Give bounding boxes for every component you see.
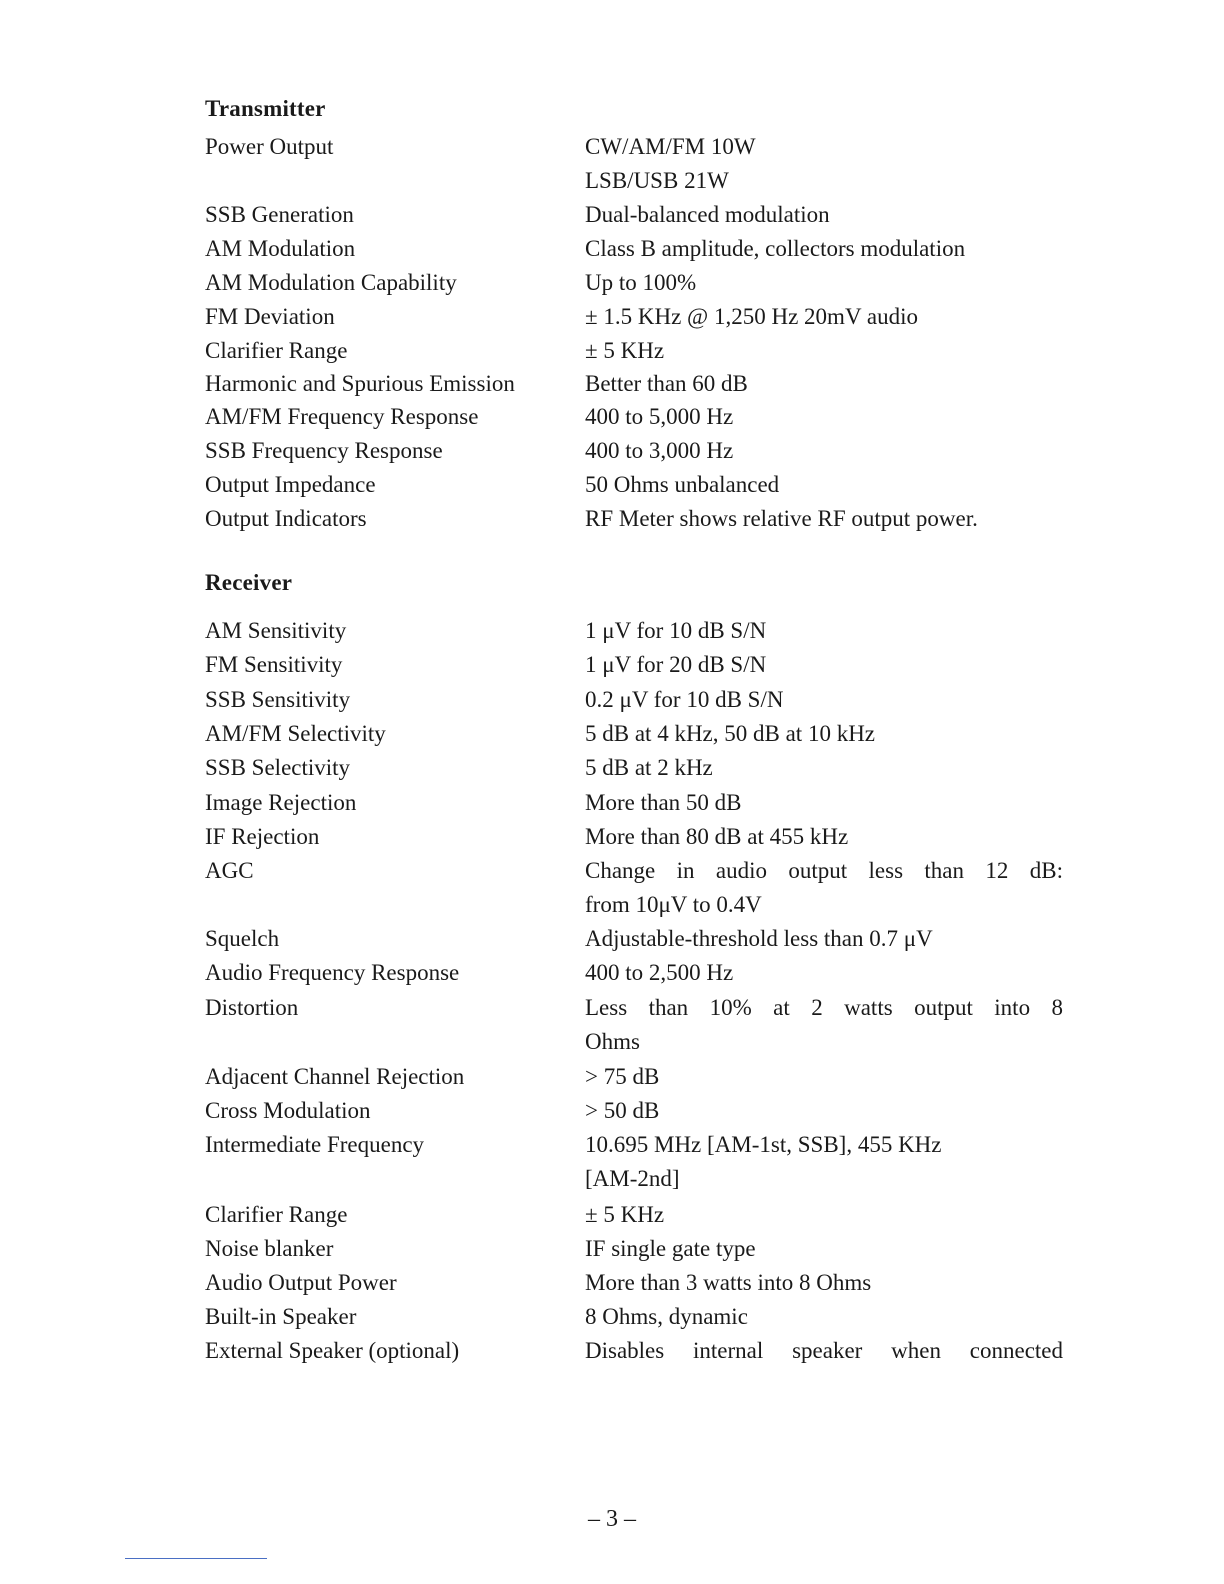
spec-value	[585, 502, 1063, 536]
footer-rule	[125, 1558, 267, 1559]
spec-value	[585, 300, 1063, 334]
spec-value	[585, 1266, 1063, 1300]
spec-value	[585, 367, 1063, 401]
spec-value	[585, 334, 1063, 368]
spec-label: Built-in Speaker	[205, 1304, 357, 1329]
spec-value-line: LSB/USB 21W	[585, 168, 729, 193]
spec-value-line: Class B amplitude, collectors modulation	[585, 236, 966, 261]
spec-value-line: Less than 10% at 2 watts output into 8	[585, 995, 1063, 1020]
spec-value-line: [AM-2nd]	[585, 1166, 680, 1191]
spec-label: Output Impedance	[205, 472, 376, 497]
spec-label: Audio Output Power	[205, 1270, 397, 1295]
spec-value	[585, 1094, 1063, 1128]
spec-label: SSB Sensitivity	[205, 687, 351, 712]
spec-value	[585, 198, 1063, 232]
spec-label: Squelch	[205, 926, 280, 951]
spec-value-line: CW/AM/FM 10W	[585, 134, 756, 159]
spec-label: Image Rejection	[205, 790, 357, 815]
spec-label: IF Rejection	[205, 824, 320, 849]
spec-value	[585, 468, 1063, 502]
spec-value	[585, 683, 1063, 717]
spec-label: AM Modulation Capability	[205, 270, 457, 295]
spec-value-line: ± 1.5 KHz @ 1,250 Hz 20mV audio	[585, 304, 918, 329]
page-number: – 3 –	[588, 1506, 636, 1532]
spec-value-line: 400 to 3,000 Hz	[585, 438, 734, 463]
spec-value-line: Dual-balanced modulation	[585, 202, 830, 227]
spec-value	[585, 1128, 1063, 1196]
spec-value-line: from 10μV to 0.4V	[585, 892, 762, 917]
spec-value-line: More than 50 dB	[585, 790, 742, 815]
spec-value	[585, 614, 1063, 648]
spec-value-line: More than 80 dB at 455 kHz	[585, 824, 849, 849]
spec-value	[585, 956, 1063, 990]
spec-label: External Speaker (optional)	[205, 1338, 460, 1363]
spec-label: Output Indicators	[205, 506, 367, 531]
spec-label: Intermediate Frequency	[205, 1132, 425, 1157]
spec-value	[585, 922, 1063, 956]
spec-value-line: Up to 100%	[585, 270, 697, 295]
spec-value	[585, 717, 1063, 751]
spec-value-line: > 75 dB	[585, 1064, 660, 1089]
spec-value-line: > 50 dB	[585, 1098, 660, 1123]
spec-value	[585, 648, 1063, 682]
spec-value	[585, 786, 1063, 820]
spec-value-line: Adjustable-threshold less than 0.7 μV	[585, 926, 933, 951]
spec-label: Noise blanker	[205, 1236, 334, 1261]
spec-value-line: IF single gate type	[585, 1236, 756, 1261]
spec-value-line: 1 μV for 10 dB S/N	[585, 618, 767, 643]
spec-value	[585, 400, 1063, 434]
spec-value	[585, 1060, 1063, 1094]
spec-value	[585, 1198, 1063, 1232]
receiver-heading: Receiver	[205, 570, 293, 595]
spec-value-line: 400 to 5,000 Hz	[585, 404, 734, 429]
spec-value-line: ± 5 KHz	[585, 338, 665, 363]
spec-value	[585, 130, 1063, 198]
spec-label: FM Deviation	[205, 304, 335, 329]
spec-label: SSB Selectivity	[205, 755, 351, 780]
spec-value-line: 400 to 2,500 Hz	[585, 960, 734, 985]
spec-value-line: Disables internal speaker when connected	[585, 1338, 1063, 1363]
spec-value-line: 5 dB at 4 kHz, 50 dB at 10 kHz	[585, 721, 876, 746]
spec-label: Adjacent Channel Rejection	[205, 1064, 465, 1089]
spec-value-line: More than 3 watts into 8 Ohms	[585, 1270, 872, 1295]
spec-label: FM Sensitivity	[205, 652, 343, 677]
spec-value	[585, 1300, 1063, 1334]
spec-value	[585, 266, 1063, 300]
spec-label: AM Sensitivity	[205, 618, 347, 643]
spec-value-line: 50 Ohms unbalanced	[585, 472, 780, 497]
spec-value	[585, 434, 1063, 468]
spec-label: Cross Modulation	[205, 1098, 371, 1123]
spec-value-line: 10.695 MHz [AM-1st, SSB], 455 KHz	[585, 1132, 942, 1157]
spec-label: Audio Frequency Response	[205, 960, 460, 985]
spec-label: AM/FM Selectivity	[205, 721, 386, 746]
spec-value	[585, 232, 1063, 266]
spec-value-line: 1 μV for 20 dB S/N	[585, 652, 767, 677]
spec-value-line: 0.2 μV for 10 dB S/N	[585, 687, 784, 712]
spec-label: SSB Frequency Response	[205, 438, 443, 463]
spec-value-line: Ohms	[585, 1029, 640, 1054]
spec-value	[585, 991, 1063, 1059]
spec-label: AGC	[205, 858, 254, 883]
spec-value-line: 8 Ohms, dynamic	[585, 1304, 748, 1329]
spec-value-line: Change in audio output less than 12 dB:	[585, 858, 1063, 883]
spec-value-line: Better than 60 dB	[585, 371, 748, 396]
spec-value-line: 5 dB at 2 kHz	[585, 755, 713, 780]
spec-label: SSB Generation	[205, 202, 354, 227]
spec-label: Harmonic and Spurious Emission	[205, 371, 515, 396]
spec-label: AM/FM Frequency Response	[205, 404, 479, 429]
spec-value	[585, 751, 1063, 785]
spec-label: Clarifier Range	[205, 1202, 348, 1227]
spec-value	[585, 1232, 1063, 1266]
spec-value	[585, 1334, 1063, 1368]
spec-value	[585, 820, 1063, 854]
spec-label: Power Output	[205, 134, 334, 159]
transmitter-heading: Transmitter	[205, 96, 326, 121]
spec-label: Distortion	[205, 995, 299, 1020]
spec-value-line: RF Meter shows relative RF output power.	[585, 506, 978, 531]
spec-value-line: ± 5 KHz	[585, 1202, 665, 1227]
spec-value	[585, 854, 1063, 922]
spec-label: AM Modulation	[205, 236, 356, 261]
spec-label: Clarifier Range	[205, 338, 348, 363]
